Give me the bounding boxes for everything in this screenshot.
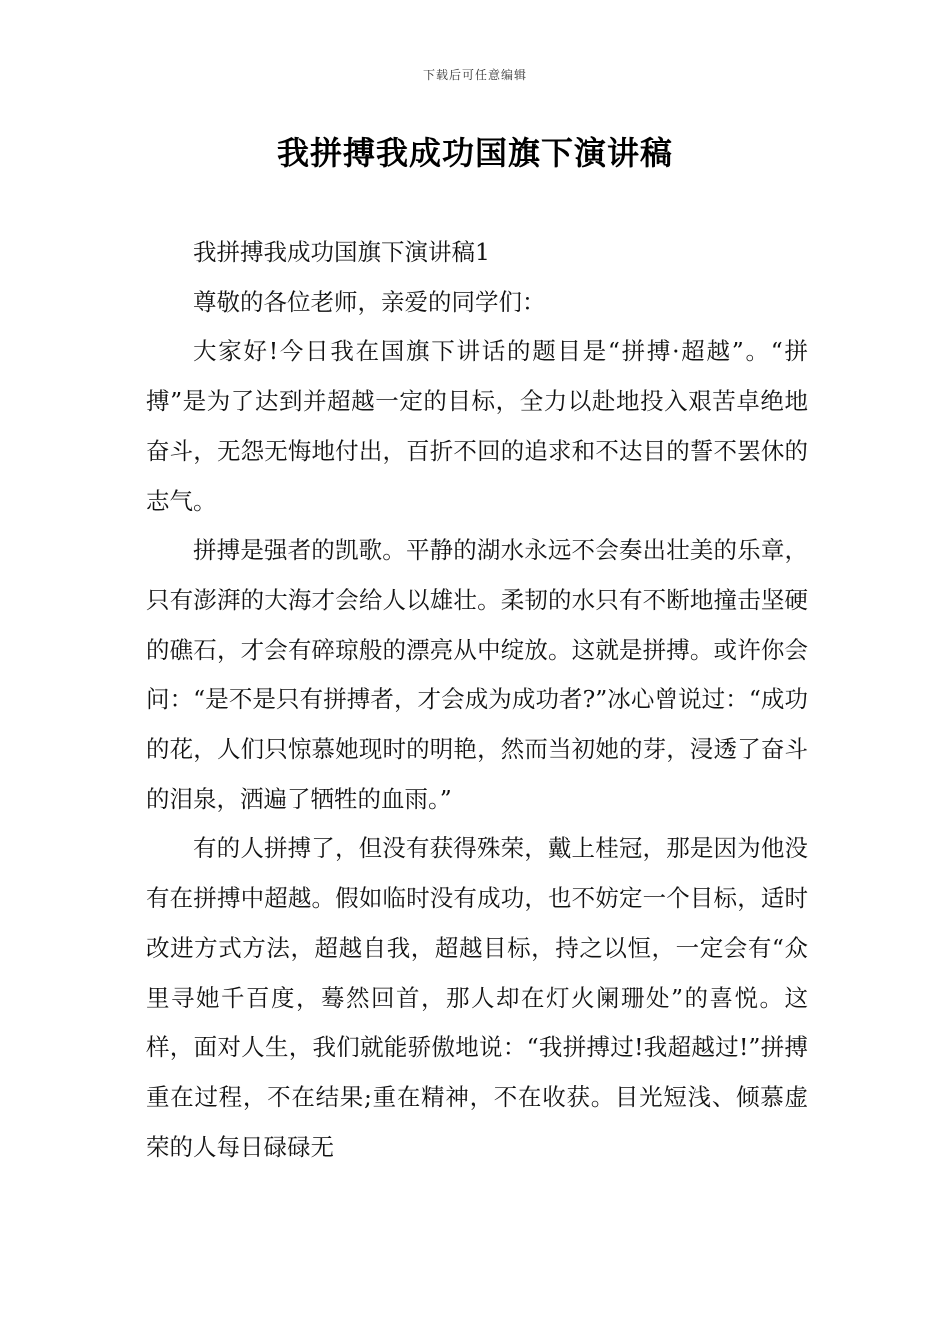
paragraph-salutation: 尊敬的各位老师，亲爱的同学们：	[193, 287, 546, 316]
paragraph-opening: 大家好!今日我在国旗下讲话的题目是“拼搏·超越”。“拼搏”是为了达到并超越一定的目标，全力以赴地投入艰苦卓绝地奋斗，无怨无悔地付出，百折不回的追求和不达目的誓不罢休的志气。	[146, 337, 808, 515]
document-title: 我拼搏我成功国旗下演讲稿	[276, 134, 673, 172]
paragraph-subtitle: 我拼搏我成功国旗下演讲稿1	[193, 238, 490, 266]
paragraph-body-2: 有的人拼搏了，但没有获得殊荣，戴上桂冠，那是因为他没有在拼搏中超越。假如临时没有成功，也不妨定一个目标，适时改进方式方法，超越自我，超越目标，持之以恒，一定会有“众里寻她千百度，蓦然回首，那人却在灯火阑珊处”的喜悦。这样，面对人生，我们就能骄傲地说：“我拼搏过!我超越过!”拼搏重在过程，不在结果;重在精神，不在收获。目光短浅、倾慕虚荣的人每日碌碌无	[146, 834, 808, 1161]
document-body	[146, 228, 808, 1172]
paragraph-body-1: 拼搏是强者的凯歌。平静的湖水永远不会奏出壮美的乐章，只有澎湃的大海才会给人以雄壮。柔韧的水只有不断地撞击坚硬的礁石，才会有碎琼般的漂亮从中绽放。这就是拼搏。或许你会问：“是不是只有拼搏者，才会成为成功者?”冰心曾说过：“成功的花，人们只惊慕她现时的明艳，然而当初她的芽，浸透了奋斗的泪泉，洒遍了牺牲的血雨。”	[146, 536, 808, 813]
header-note: 下载后可任意编辑	[422, 68, 527, 82]
